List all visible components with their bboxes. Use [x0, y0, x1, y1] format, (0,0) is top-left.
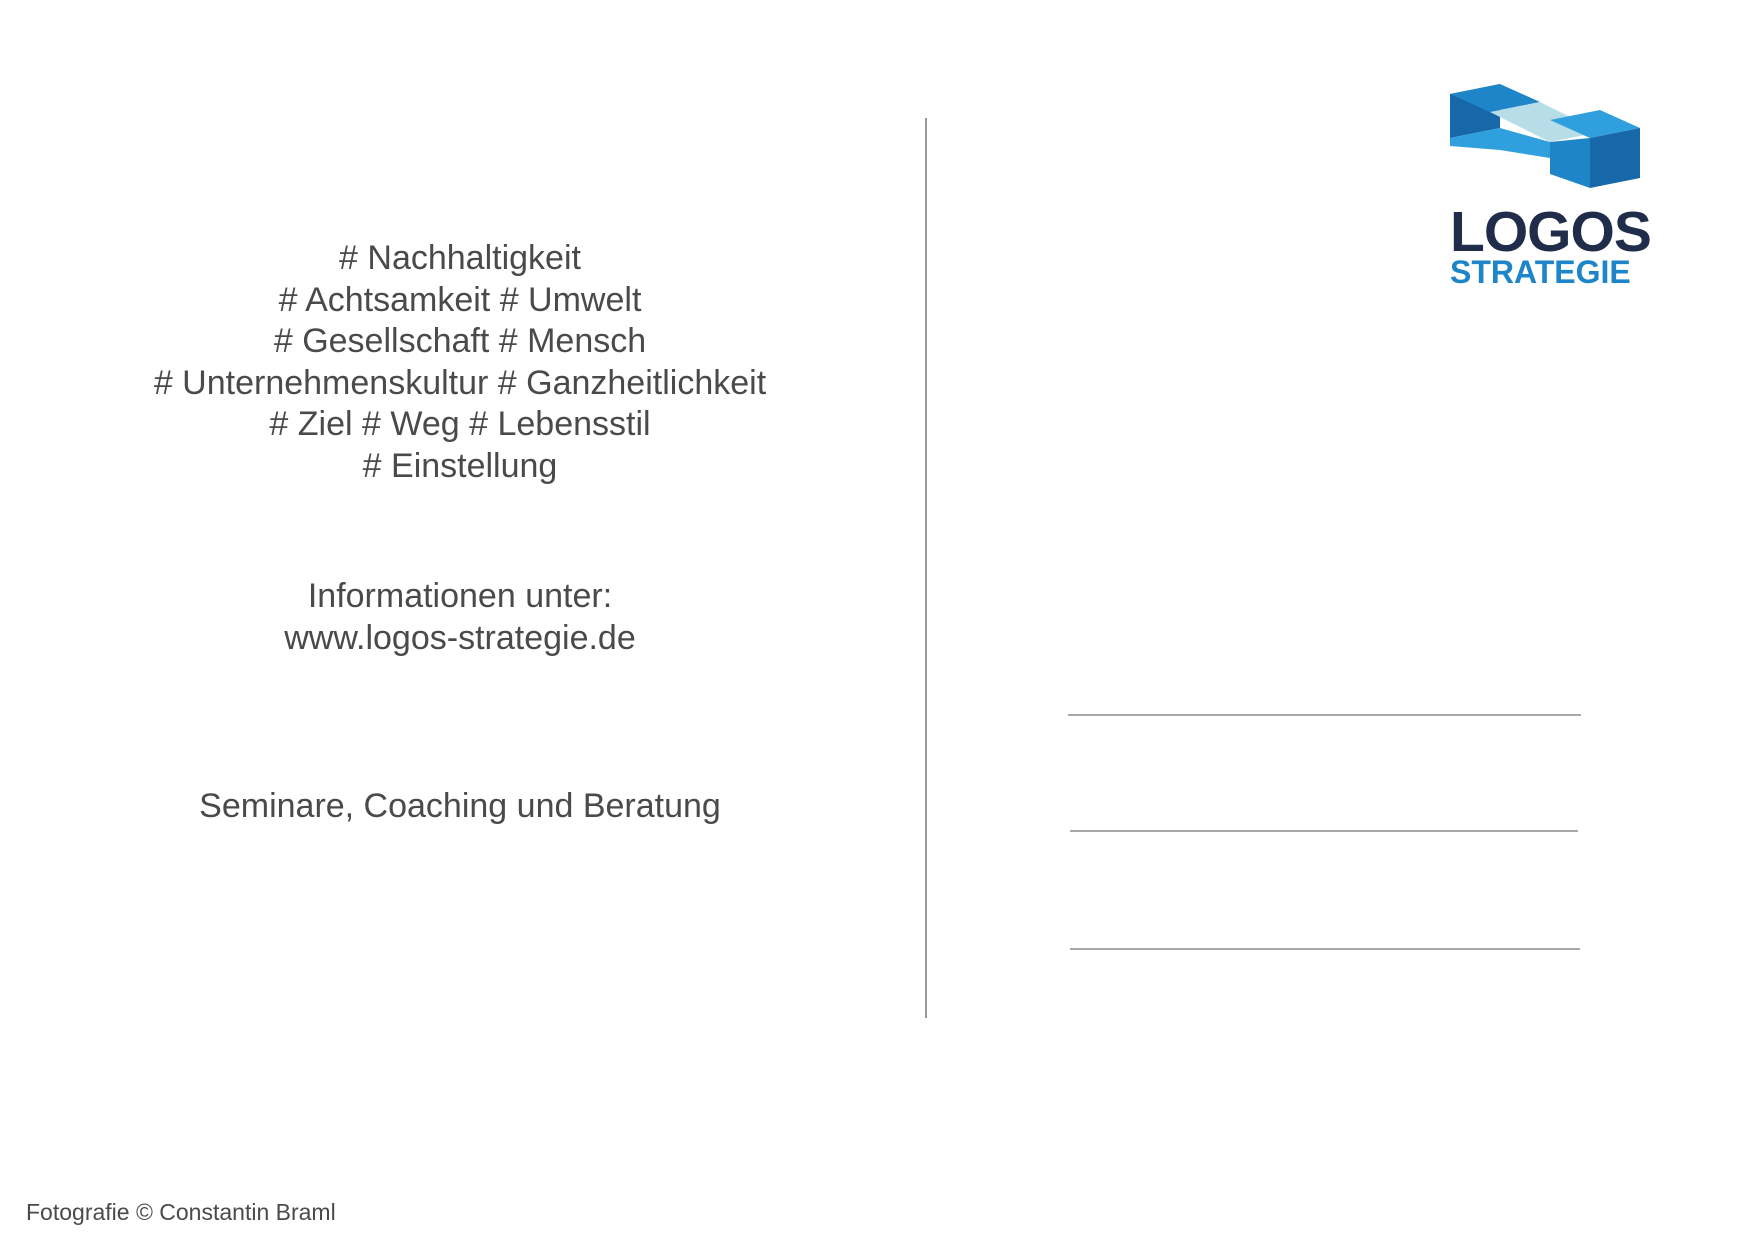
photo-credit: Fotografie © Constantin Braml [26, 1199, 336, 1225]
website-url: www.logos-strategie.de [284, 619, 636, 657]
info-block [60, 575, 860, 659]
address-line [1068, 714, 1581, 716]
logo-wordmark-primary: LOGOS [1450, 200, 1651, 264]
address-line [1070, 948, 1580, 950]
hashtag-list [60, 238, 860, 488]
hashtag-line: # Gesellschaft # Mensch [273, 322, 647, 361]
hashtag-line: # Einstellung [362, 446, 558, 485]
info-label: Informationen unter: [307, 577, 613, 615]
hashtag-line: # Ziel # Weg # Lebensstil [269, 405, 651, 444]
logo-wordmark-secondary: STRATEGIE [1450, 254, 1631, 290]
tagline: Seminare, Coaching und Beratung [199, 787, 721, 825]
hashtag-line: # Achtsamkeit # Umwelt [278, 280, 642, 319]
hashtag-line: # Unternehmenskultur # Ganzheitlichkeit [153, 363, 767, 402]
postcard-divider [925, 118, 927, 1018]
address-line [1070, 830, 1578, 832]
hashtag-line: # Nachhaltigkeit [339, 239, 581, 277]
